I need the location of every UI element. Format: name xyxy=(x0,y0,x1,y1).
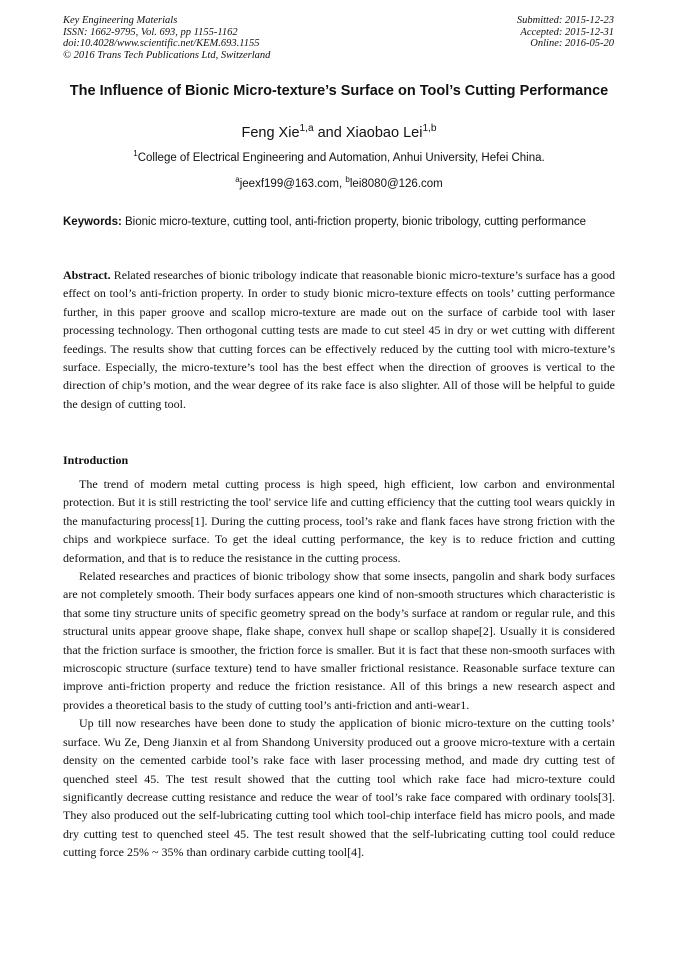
section-heading: Introduction xyxy=(63,453,129,467)
author-emails xyxy=(63,177,615,191)
submitted-date: Submitted: 2015-12-23 xyxy=(516,15,614,26)
issn-line: ISSN: 1662-9795, Vol. 693, pp 1155-1162 xyxy=(63,26,238,38)
introduction-body xyxy=(63,475,615,862)
abstract-label: Abstract. xyxy=(63,268,111,282)
email-separator: , xyxy=(339,178,346,190)
author-name: Feng Xie xyxy=(241,125,300,141)
email-marker: b xyxy=(345,175,350,185)
author-name: Xiaobao Lei xyxy=(345,125,423,141)
abstract-text: Related researches of bionic tribology indicate that reasonable bionic micro-texture’s surface has a good effect on tool’s anti-friction property. In order to study bionic micro-texture effects on tools’ cutting performance further, in this paper groove and scallop micro-texture are made out on the surface of carbide tool with laser processing technology. Then orthogonal cutting tests are made to cut steel 45 in dry or wet cutting with different feedings. The results show that cutting forces can be effectively reduced by the cutting tool with micro-texture’s surface. Especially, the micro-texture’s tool has the best effect when the direction of grooves is vertical to the direction of chip’s motion, and the wear degree of its rake face is also slighter. All of those will be helpful to guide the design of cutting tool. xyxy=(63,268,615,411)
affiliation-text: College of Electrical Engineering and Automation, Anhui University, Hefei China. xyxy=(137,152,545,164)
affiliation xyxy=(63,151,615,165)
keywords-text: Bionic micro-texture, cutting tool, anti-friction property, bionic tribology, cutting performance xyxy=(121,216,587,228)
email-link[interactable]: jeexf199@163.com xyxy=(239,178,339,190)
author-affiliation-marker: 1,a xyxy=(299,123,314,135)
email-link[interactable]: lei8080@126.com xyxy=(349,178,443,190)
paragraph: Up till now researches have been done to study the application of bionic micro-texture on the cutting tools’ surface. Wu Ze, Deng Jianxin et al from Shandong University produced out a groove micro-texture with a certain density on the cemented carbide tool’s rake face with laser processing method, and made dry cutting test of quenched steel 45. The test result showed that the cutting tool which rake face had micro-texture could significantly decrease cutting resistance and reduce the wear of tool’s rake face compared with ordinary tools[3]. They also produced out the self-lubricating cutting tool which tool-chip interface field has micro pools, and made dry cutting test to quenched steel 45. The test result showed that the self-lubricating cutting tool could reduce cutting force 25% ~ 35% than ordinary carbide cutting tool[4]. xyxy=(63,716,615,860)
paragraph: Related researches and practices of bionic tribology show that some insects, pangolin and shark body surfaces are not completely smooth. Their body surfaces appears one kind of non-smooth structures which characteristic is that some tiny structure units of specific geometry spread on the body’s surface at random or regular rule, and this structural units appear groove shape, flake shape, convex hull shape or scallop shape[2]. Usually it is considered that the friction surface is smoother, the friction force is smaller. But it is fact that these non-smooth surfaces with microscopic structure (surface texture) tend to have smaller frictional resistance. Reasonable surface texture can improve anti-friction property and reduce the friction resistance. All of this brings a new research aspect and provides a theoretical basis to the study of cutting tool’s anti-friction and anti-wear1. xyxy=(63,569,615,712)
affiliation-marker: 1 xyxy=(133,149,138,159)
copyright-line: © 2016 Trans Tech Publications Ltd, Switzerland xyxy=(63,49,271,61)
journal-info xyxy=(63,15,270,61)
accepted-date: Accepted: 2015-12-31 xyxy=(520,26,614,38)
paper-title: The Influence of Bionic Micro-texture’s Surface on Tool’s Cutting Performance xyxy=(69,83,609,99)
author-affiliation-marker: 1,b xyxy=(422,123,437,135)
email-marker: a xyxy=(235,175,240,185)
abstract xyxy=(63,266,615,413)
keywords xyxy=(63,214,615,231)
author-connector: and xyxy=(313,125,346,141)
keywords-label: Keywords: xyxy=(63,216,122,228)
doi-line: doi:10.4028/www.scientific.net/KEM.693.1155 xyxy=(63,38,260,49)
journal-name: Key Engineering Materials xyxy=(63,15,178,26)
online-date: Online: 2016-05-20 xyxy=(530,38,614,49)
paragraph: The trend of modern metal cutting process is high speed, high efficient, low carbon and environmental protection. But it is still restricting the tool' service life and cutting efficiency that the cutting tool wears quickly in the manufacturing process[1]. During the cutting process, tool’s rake and flank faces have strong friction with the chips and workpiece surface. To get the ideal cutting performance, the key is to reduce friction and cutting deformation, and that is to reduce the resistance in the cutting process. xyxy=(63,477,615,565)
author-list xyxy=(63,124,615,142)
submission-dates xyxy=(517,15,614,50)
